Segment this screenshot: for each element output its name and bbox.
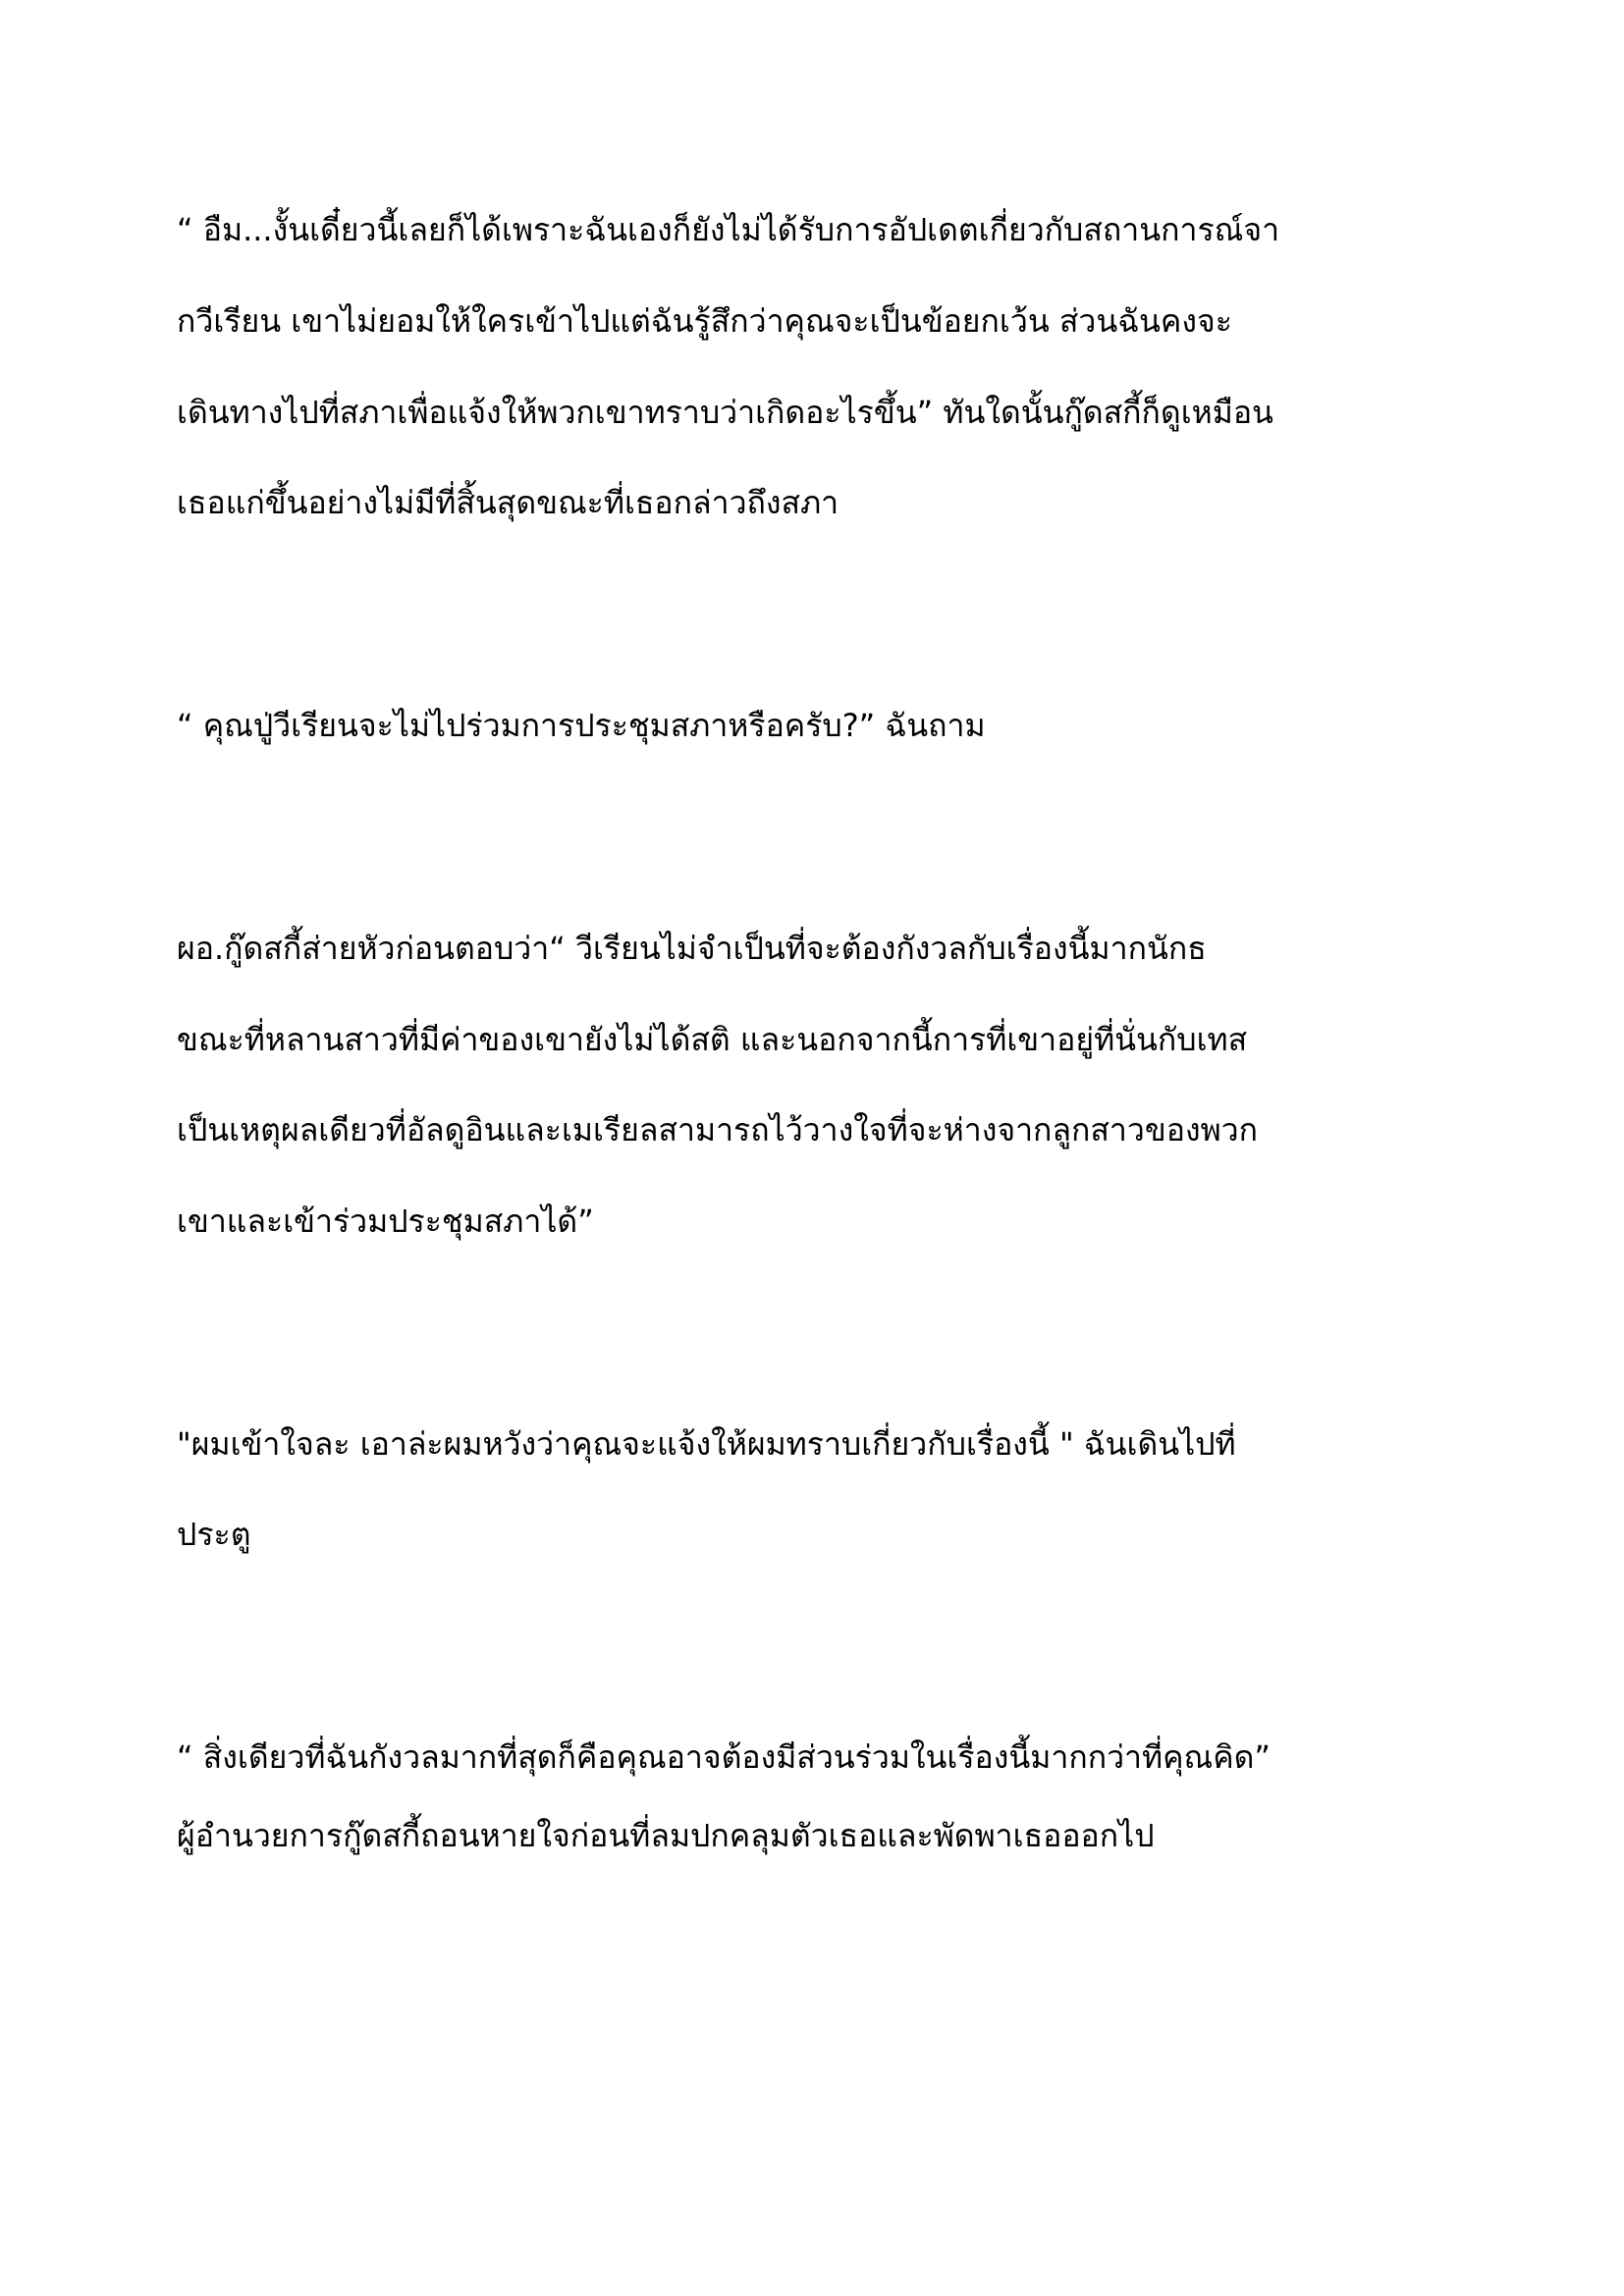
paragraph-line: “ คุณปู่วีเรียนจะไม่ไปร่วมการประชุมสภาหรือครับ?” ฉันถาม — [177, 707, 986, 744]
paragraph-line: ประตู — [177, 1516, 251, 1553]
paragraph-line: เขาและเข้าร่วมประชุมสภาได้” — [177, 1202, 594, 1240]
paragraph-line: กวีเรียน เขาไม่ยอมให้ใครเข้าไปแต่ฉันรู้สึกว่าคุณจะเป็นข้อยกเว้น ส่วนฉันคงจะ — [177, 302, 1232, 340]
paragraph-line: "ผมเข้าใจละ เอาล่ะผมหวังว่าคุณจะแจ้งให้ผมทราบเกี่ยวกับเรื่องนี้ " ฉันเดินไปที่ — [177, 1425, 1236, 1463]
paragraph-line: “ อืม...งั้นเดี๋ยวนี้เลยก็ได้เพราะฉันเองก็ยังไม่ได้รับการอัปเดตเกี่ยวกับสถานการณ์จา — [177, 211, 1280, 248]
paragraph-line: ผอ.กู๊ดสกี้ส่ายหัวก่อนตอบว่า“ วีเรียนไม่จำเป็นที่จะต้องกังวลกับเรื่องนี้มากนักธ — [177, 930, 1207, 967]
paragraph-line: เดินทางไปที่สภาเพื่อแจ้งให้พวกเขาทราบว่าเกิดอะไรขึ้น” ทันใดนั้นกู๊ดสกี้ก็ดูเหมือน — [177, 394, 1273, 431]
paragraph-line: เป็นเหตุผลเดียวที่อัลดูอินและเมเรียลสามารถไว้วางใจที่จะห่างจากลูกสาวของพวก — [177, 1111, 1259, 1148]
paragraph-line: เธอแก่ขึ้นอย่างไม่มีที่สิ้นสุดขณะที่เธอกล่าวถึงสภา — [177, 484, 839, 521]
paragraph-line: ผู้อำนวยการกู๊ดสกี้ถอนหายใจก่อนที่ลมปกคลุมตัวเธอและพัดพาเธอออกไป — [177, 1817, 1155, 1854]
paragraph-line: “ สิ่งเดียวที่ฉันกังวลมากที่สุดก็คือคุณอาจต้องมีส่วนร่วมในเรื่องนี้มากกว่าที่คุณคิด” — [177, 1738, 1271, 1776]
paragraph-line: ขณะที่หลานสาวที่มีค่าของเขายังไม่ได้สติ และนอกจากนี้การที่เขาอยู่ที่นั่นกับเทส — [177, 1021, 1248, 1058]
